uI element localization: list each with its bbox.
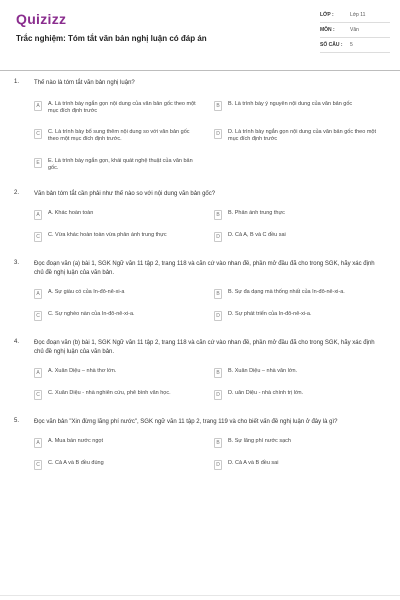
- option-d[interactable]: [214, 232, 378, 242]
- option-d[interactable]: [214, 129, 378, 143]
- option-letter-box: D: [214, 232, 222, 242]
- option-text: C. Là trình bày bổ sung thêm nội dung so với văn bản gốc theo một mục đích định trước.: [48, 129, 190, 142]
- option-text: C. Sự nghèo nàn của In-đô-nê-xi-a.: [48, 311, 135, 317]
- option-text: D. Là trình bày ngắn gọn nội dung của văn bản gốc theo một mục đích định trước: [228, 129, 376, 142]
- page-title: Trắc nghiệm: Tóm tắt văn bản nghị luận có đáp án: [16, 34, 207, 43]
- option-text: B. Sự lãng phí nước sạch: [228, 438, 291, 444]
- option-text: C. Cả A và B đều đúng: [48, 460, 104, 466]
- question-number: 1.: [14, 79, 20, 85]
- meta-value: Văn: [350, 27, 359, 33]
- option-d[interactable]: [214, 311, 378, 321]
- option-letter-box: B: [214, 289, 222, 299]
- option-letter-box: B: [214, 438, 222, 448]
- meta-row-subject: [320, 23, 390, 38]
- question-text: Đọc văn bản "Xin đừng lãng phí nước", SGK ngữ văn 11 tập 2, trang 119 và cho biết vấn đề nghị luận ở đây là gì?: [34, 419, 338, 425]
- option-d[interactable]: [214, 390, 378, 400]
- option-letter-box: C: [34, 311, 42, 321]
- option-text: A. Mua bán nước ngọt: [48, 438, 103, 444]
- option-letter-box: D: [214, 311, 222, 321]
- option-b[interactable]: [214, 438, 378, 448]
- option-b[interactable]: [214, 289, 378, 299]
- option-b[interactable]: [214, 101, 378, 111]
- option-letter-box: D: [214, 129, 222, 139]
- meta-key: LỚP :: [320, 12, 334, 18]
- question-text: Văn bản tóm tắt cần phải như thế nào so với nội dung văn bản gốc?: [34, 191, 216, 197]
- meta-row-grade: [320, 8, 390, 23]
- option-b[interactable]: [214, 368, 378, 378]
- question-text: Thế nào là tóm tắt văn bản nghị luận?: [34, 80, 135, 86]
- option-letter-box: C: [34, 129, 42, 139]
- option-text: B. Xuân Diệu – nhà văn lớn.: [228, 368, 298, 374]
- option-a[interactable]: [34, 368, 198, 378]
- question-number: 5.: [14, 418, 20, 424]
- option-letter-box: C: [34, 460, 42, 470]
- option-text: C. Vừa khác hoàn toàn vừa phản ánh trung thực: [48, 232, 167, 238]
- option-text: D. Cả A, B và C đều sai: [228, 232, 286, 238]
- meta-key: MÔN :: [320, 27, 335, 33]
- option-text: D. uân Diệu - nhà chính trị lớn.: [228, 390, 304, 396]
- option-text: B. Là trình bày ý nguyên nội dung của văn bản gốc: [228, 101, 353, 107]
- option-text: D. Sự phát triển của In-đô-nê-xi-a.: [228, 311, 312, 317]
- option-c[interactable]: [34, 311, 198, 321]
- quizizz-logo: Quizizz: [16, 11, 67, 27]
- meta-table: [320, 8, 390, 53]
- option-c[interactable]: [34, 129, 198, 143]
- question-text: Đọc đoạn văn (a) bài 1, SGK Ngữ văn 11 tập 2, trang 118 và căn cứ vào nhan đề, phần mở đầu đã cho trong SGK, hãy xác định chủ đề nghị luận của văn bản.: [34, 261, 375, 276]
- option-letter-box: D: [214, 390, 222, 400]
- question-number: 2.: [14, 190, 20, 196]
- option-letter-box: A: [34, 438, 42, 448]
- option-letter-box: C: [34, 232, 42, 242]
- option-letter-box: B: [214, 368, 222, 378]
- option-text: D. Cả A và B đều sai: [228, 460, 279, 466]
- option-letter-box: C: [34, 390, 42, 400]
- option-text: C. Xuân Diệu - nhà nghiên cứu, phê bình văn học.: [48, 390, 171, 396]
- meta-key: SỐ CÂU :: [320, 42, 343, 48]
- question-text: Đọc đoạn văn (b) bài 1, SGK Ngữ văn 11 tập 2, trang 118 và căn cứ vào nhan đề, phần mở đầu đã cho trong SGK, hãy xác định chủ đề nghị luận của văn bản.: [34, 340, 375, 355]
- option-a[interactable]: [34, 438, 198, 448]
- option-text: A. Khác hoàn toàn: [48, 210, 94, 216]
- question-number: 3.: [14, 260, 20, 266]
- question-number: 4.: [14, 339, 20, 345]
- option-text: A. Là trình bày ngắn gọn nội dung của văn bản gốc theo một mục đích định trước: [48, 101, 196, 114]
- option-c[interactable]: [34, 460, 198, 470]
- option-text: E. Là trình bày ngắn gọn, khái quát nghệ thuật của văn bản gốc.: [48, 158, 193, 171]
- option-b[interactable]: [214, 210, 378, 220]
- header-divider: [0, 70, 400, 71]
- option-letter-box: A: [34, 210, 42, 220]
- option-text: B. Sự đa dạng mà thống nhất của In-đô-nê-xi-a.: [228, 289, 345, 295]
- meta-row-count: [320, 38, 390, 53]
- option-letter-box: A: [34, 289, 42, 299]
- option-e[interactable]: [34, 158, 198, 172]
- meta-value: Lớp 11: [350, 12, 366, 18]
- option-letter-box: A: [34, 368, 42, 378]
- option-c[interactable]: [34, 232, 198, 242]
- meta-value: 5: [350, 42, 353, 48]
- option-text: A. Xuân Diệu – nhà thơ lớn.: [48, 368, 117, 374]
- option-d[interactable]: [214, 460, 378, 470]
- option-letter-box: D: [214, 460, 222, 470]
- page-header: [0, 0, 400, 72]
- option-c[interactable]: [34, 390, 198, 400]
- option-letter-box: B: [214, 101, 222, 111]
- footer-divider: [0, 595, 400, 596]
- option-letter-box: B: [214, 210, 222, 220]
- option-a[interactable]: [34, 101, 198, 115]
- option-letter-box: A: [34, 101, 42, 111]
- option-a[interactable]: [34, 289, 198, 299]
- option-letter-box: E: [34, 158, 42, 168]
- option-text: B. Phản ánh trung thực: [228, 210, 285, 216]
- option-a[interactable]: [34, 210, 198, 220]
- option-text: A. Sự giàu có của In-đô-nê-xi-a: [48, 289, 125, 295]
